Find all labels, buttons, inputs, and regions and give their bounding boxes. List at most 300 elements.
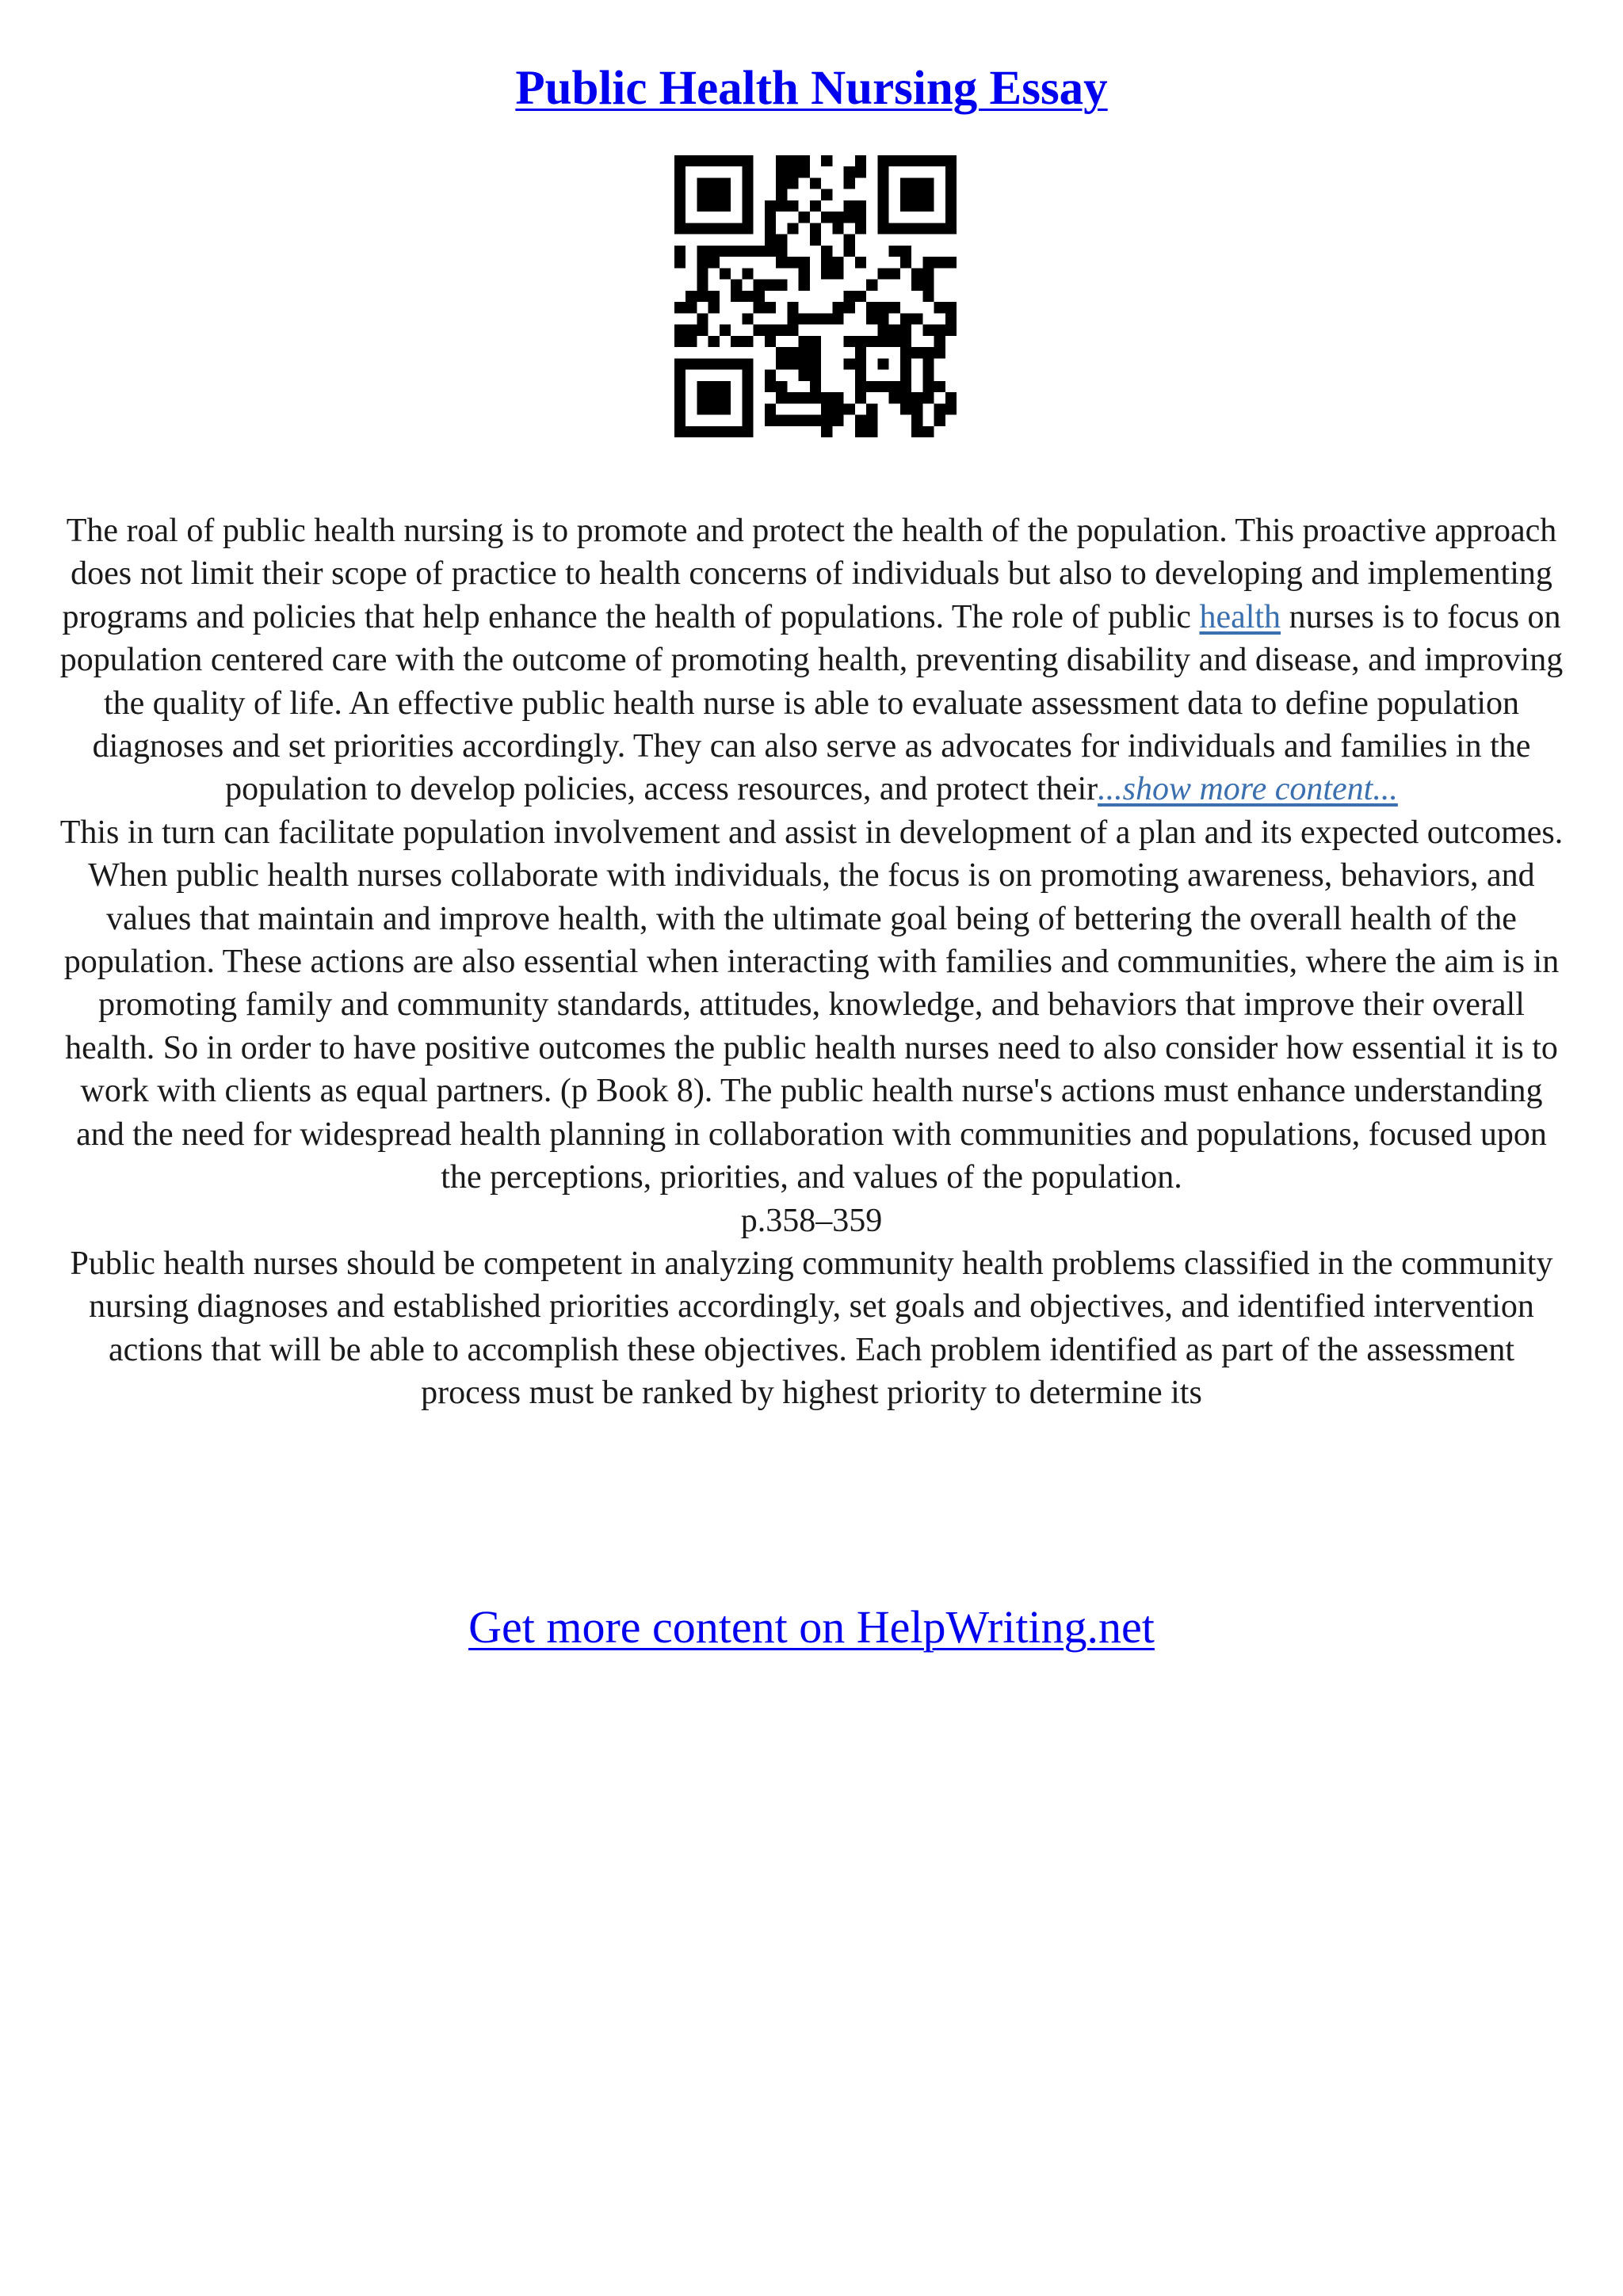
qr-module [945, 223, 957, 234]
qr-module [922, 200, 934, 212]
qr-module [844, 246, 855, 257]
qr-module [877, 268, 888, 279]
qr-module [911, 177, 922, 189]
qr-module [787, 257, 798, 268]
qr-module [720, 246, 731, 257]
qr-module [900, 189, 911, 200]
health-link[interactable]: health [1199, 598, 1281, 635]
qr-module [889, 336, 900, 347]
qr-module [821, 392, 832, 403]
qr-module [900, 155, 911, 166]
qr-module [821, 212, 832, 223]
qr-module [844, 212, 855, 223]
qr-module [742, 392, 753, 403]
qr-module [922, 291, 934, 302]
qr-module [708, 246, 720, 257]
qr-module [821, 268, 832, 279]
qr-module [776, 246, 787, 257]
qr-module [866, 426, 877, 437]
qr-module [708, 336, 720, 347]
qr-module [742, 291, 753, 302]
footer [0, 1596, 1623, 1659]
qr-module [765, 370, 776, 381]
qr-module [877, 358, 888, 369]
qr-module [776, 392, 787, 403]
qr-module [708, 392, 720, 403]
qr-module [674, 358, 685, 369]
qr-module [877, 223, 888, 234]
qr-module [697, 223, 708, 234]
qr-module [877, 155, 888, 166]
qr-module [674, 223, 685, 234]
qr-module [866, 415, 877, 426]
qr-module [877, 212, 888, 223]
qr-module [787, 200, 798, 212]
qr-module [911, 200, 922, 212]
qr-module [742, 223, 753, 234]
qr-module [787, 166, 798, 177]
paragraph-1-text-continued: nurses is to focus on population centered care with the outcome of promoting health, preventing disability and disease, and improving the quality of life. An effective public health nurse is able to evaluate assessment data to define population diagnoses and set priorities accordingly. They can also serve as advocates for individuals and families in the population to develop policies, access resources, and protect their [59, 598, 1564, 808]
qr-module [945, 212, 957, 223]
qr-module [742, 177, 753, 189]
qr-module [754, 325, 765, 336]
qr-module [731, 291, 742, 302]
qr-module [685, 358, 697, 369]
qr-module [945, 177, 957, 189]
qr-module [821, 403, 832, 414]
qr-module [844, 235, 855, 246]
qr-module [697, 426, 708, 437]
qr-module [697, 189, 708, 200]
qr-module [889, 325, 900, 336]
qr-module [731, 223, 742, 234]
qr-module [787, 177, 798, 189]
qr-module [866, 302, 877, 313]
qr-module [922, 257, 934, 268]
qr-module [832, 212, 843, 223]
qr-module [674, 200, 685, 212]
qr-module [787, 415, 798, 426]
qr-module [720, 189, 731, 200]
qr-code-icon [674, 155, 957, 437]
qr-module [720, 177, 731, 189]
qr-module [866, 336, 877, 347]
qr-module [911, 392, 922, 403]
qr-module [776, 200, 787, 212]
qr-module [855, 426, 866, 437]
qr-module [742, 358, 753, 369]
qr-module [900, 381, 911, 392]
qr-module [708, 177, 720, 189]
qr-module [674, 155, 685, 166]
qr-module [776, 235, 787, 246]
qr-module [708, 381, 720, 392]
qr-module [900, 200, 911, 212]
qr-module [685, 336, 697, 347]
qr-module [731, 358, 742, 369]
qr-module [911, 426, 922, 437]
qr-module [832, 302, 843, 313]
qr-module [844, 302, 855, 313]
qr-module [765, 302, 776, 313]
qr-module [855, 155, 866, 166]
page-title [0, 57, 1623, 120]
qr-module [900, 257, 911, 268]
qr-module [697, 200, 708, 212]
qr-module [866, 403, 877, 414]
qr-module [945, 155, 957, 166]
qr-module [754, 280, 765, 291]
paragraph-3: When public health nurses collaborate with individuals, the focus is on promoting awareness, behaviors, and values that maintain and improve health, with the ultimate goal being of bettering the overall health of the population. These actions are also essential when interacting with families and communities, where the aim is in promoting family and community standards, attitudes, knowledge, and behaviors that improve their overall health. So in order to have positive outcomes the public health nurses need to also consider how essential it is to work with clients as equal partners. (p Book 8). The public health nurse's actions must enhance understanding and the need for widespread health planning in collaboration with communities and populations, focused upon the perceptions, priorities, and values of the population. [63, 857, 1560, 1196]
qr-module [855, 200, 866, 212]
qr-module [855, 381, 866, 392]
qr-module [708, 403, 720, 414]
qr-module [832, 415, 843, 426]
qr-module [787, 223, 798, 234]
qr-module [945, 392, 957, 403]
qr-module [922, 426, 934, 437]
qr-module [855, 257, 866, 268]
qr-module [799, 212, 810, 223]
qr-module [799, 313, 810, 324]
qr-module [674, 246, 685, 257]
qr-module [742, 403, 753, 414]
qr-module [866, 313, 877, 324]
qr-module [685, 325, 697, 336]
qr-module [900, 177, 911, 189]
qr-module [855, 336, 866, 347]
qr-module [708, 291, 720, 302]
qr-module [922, 370, 934, 381]
qr-module [922, 155, 934, 166]
qr-module [697, 155, 708, 166]
qr-module [832, 257, 843, 268]
qr-module [810, 358, 821, 369]
qr-module [934, 257, 945, 268]
qr-module [934, 325, 945, 336]
paragraph-1 [55, 509, 1568, 811]
qr-module [889, 268, 900, 279]
qr-module [720, 426, 731, 437]
qr-module [799, 257, 810, 268]
qr-module [911, 415, 922, 426]
qr-module [765, 280, 776, 291]
qr-module [945, 189, 957, 200]
qr-module [832, 268, 843, 279]
qr-module [900, 223, 911, 234]
qr-module [832, 313, 843, 324]
qr-module [877, 336, 888, 347]
show-more-link[interactable]: ...show more content... [1098, 771, 1398, 808]
qr-module [731, 246, 742, 257]
qr-module [708, 358, 720, 369]
qr-module [697, 291, 708, 302]
qr-module [855, 370, 866, 381]
qr-module [945, 200, 957, 212]
qr-module [742, 155, 753, 166]
qr-module [742, 212, 753, 223]
paragraph-2: This in turn can facilitate population involvement and assist in development of a plan and its expected outcomes. [59, 814, 1564, 851]
qr-module [731, 336, 742, 347]
qr-module [685, 155, 697, 166]
qr-module [697, 392, 708, 403]
qr-module [674, 166, 685, 177]
qr-module [889, 392, 900, 403]
qr-module [821, 257, 832, 268]
qr-module [810, 415, 821, 426]
qr-module [922, 223, 934, 234]
qr-module [708, 223, 720, 234]
qr-module [855, 223, 866, 234]
qr-module [787, 302, 798, 313]
qr-module [866, 280, 877, 291]
qr-module [697, 325, 708, 336]
qr-module [674, 370, 685, 381]
qr-module [799, 415, 810, 426]
qr-module [787, 155, 798, 166]
qr-module [799, 155, 810, 166]
qr-module [844, 200, 855, 212]
qr-module [697, 313, 708, 324]
qr-module [900, 358, 911, 369]
qr-module [934, 347, 945, 358]
qr-module [844, 291, 855, 302]
qr-module [810, 392, 821, 403]
qr-module [810, 223, 821, 234]
qr-module [911, 403, 922, 414]
qr-module [787, 325, 798, 336]
qr-module [765, 403, 776, 414]
qr-module [697, 381, 708, 392]
qr-module [799, 280, 810, 291]
qr-module [810, 370, 821, 381]
qr-module [832, 403, 843, 414]
qr-module [765, 212, 776, 223]
qr-module [889, 155, 900, 166]
qr-module [934, 336, 945, 347]
qr-module [911, 189, 922, 200]
qr-module [685, 223, 697, 234]
qr-module [787, 358, 798, 369]
qr-module [697, 246, 708, 257]
qr-module [945, 313, 957, 324]
qr-module [765, 246, 776, 257]
qr-module [877, 381, 888, 392]
qr-module [708, 189, 720, 200]
qr-module [821, 313, 832, 324]
qr-module [844, 403, 855, 414]
qr-module [685, 302, 697, 313]
qr-module [731, 426, 742, 437]
qr-module [742, 246, 753, 257]
qr-module [754, 302, 765, 313]
qr-module [720, 268, 731, 279]
qr-module [945, 166, 957, 177]
qr-module [720, 392, 731, 403]
qr-module [799, 392, 810, 403]
qr-module [810, 347, 821, 358]
qr-module [674, 177, 685, 189]
qr-module [821, 155, 832, 166]
qr-module [922, 381, 934, 392]
qr-module [787, 313, 798, 324]
paragraph-4: Public health nurses should be competent in analyzing community health problems classified in the community nursing diagnoses and established priorities accordingly, set goals and objectives, and identified intervention actions that will be able to accomplish these objectives. Each problem identified as part of the assessment process must be ranked by highest priority to determine its [70, 1245, 1553, 1412]
qr-module [720, 155, 731, 166]
qr-module [742, 189, 753, 200]
qr-module [810, 381, 821, 392]
qr-module [776, 381, 787, 392]
qr-module [911, 155, 922, 166]
qr-module [776, 325, 787, 336]
qr-module [720, 381, 731, 392]
qr-module [674, 381, 685, 392]
qr-module [742, 336, 753, 347]
qr-module [900, 403, 911, 414]
qr-module [844, 358, 855, 369]
qr-module [674, 392, 685, 403]
qr-module [742, 313, 753, 324]
qr-module [810, 336, 821, 347]
qr-module [810, 235, 821, 246]
qr-module [911, 347, 922, 358]
paragraph-1-text: The roal of public health nursing is to promote and protect the health of the population. This proactive approach does not limit their scope of practice to health concerns of individuals but also to developing and implementing programs and policies that help enhance the health of populations. The role of public [62, 513, 1557, 635]
qr-module [877, 200, 888, 212]
qr-module [877, 177, 888, 189]
qr-module [708, 257, 720, 268]
qr-module [765, 200, 776, 212]
qr-module [765, 223, 776, 234]
qr-module [674, 257, 685, 268]
qr-module [922, 268, 934, 279]
qr-module [877, 313, 888, 324]
qr-module [866, 381, 877, 392]
qr-module [742, 166, 753, 177]
qr-module [945, 325, 957, 336]
qr-module [776, 347, 787, 358]
qr-module [945, 302, 957, 313]
qr-module [911, 223, 922, 234]
qr-module [877, 302, 888, 313]
qr-module [900, 370, 911, 381]
qr-module [674, 302, 685, 313]
qr-module [821, 246, 832, 257]
qr-module [821, 426, 832, 437]
qr-module [708, 200, 720, 212]
qr-module [674, 403, 685, 414]
qr-module [889, 246, 900, 257]
qr-module [776, 358, 787, 369]
qr-module [742, 426, 753, 437]
qr-module [720, 200, 731, 212]
page-reference: p.358–359 [740, 1202, 883, 1239]
qr-module [832, 223, 843, 234]
qr-module [799, 336, 810, 347]
qr-module [900, 313, 911, 324]
qr-module [889, 223, 900, 234]
qr-module [855, 347, 866, 358]
qr-module [911, 313, 922, 324]
title-link[interactable]: Public Health Nursing Essay [515, 62, 1108, 115]
qr-module [832, 392, 843, 403]
qr-module [674, 426, 685, 437]
qr-module [922, 189, 934, 200]
qr-module [934, 403, 945, 414]
qr-module [776, 415, 787, 426]
qr-module [776, 280, 787, 291]
qr-module [742, 381, 753, 392]
qr-module [765, 235, 776, 246]
qr-module [754, 246, 765, 257]
qr-module [934, 302, 945, 313]
qr-module [844, 336, 855, 347]
qr-module [708, 155, 720, 166]
qr-module [855, 358, 866, 369]
qr-module [934, 155, 945, 166]
qr-module [787, 347, 798, 358]
qr-module [900, 325, 911, 336]
qr-module [776, 166, 787, 177]
qr-module [934, 381, 945, 392]
qr-module [877, 189, 888, 200]
qr-module [844, 166, 855, 177]
qr-module [742, 200, 753, 212]
qr-module [731, 155, 742, 166]
qr-module [787, 392, 798, 403]
qr-module [922, 392, 934, 403]
qr-module [855, 291, 866, 302]
helpwriting-link[interactable]: Get more content on HelpWriting.net [468, 1601, 1155, 1653]
qr-module [855, 392, 866, 403]
qr-module [922, 358, 934, 369]
qr-module [776, 155, 787, 166]
qr-module [799, 268, 810, 279]
essay-body [55, 509, 1568, 1415]
qr-module [799, 347, 810, 358]
qr-module [720, 403, 731, 414]
qr-module [720, 325, 731, 336]
qr-module [708, 426, 720, 437]
qr-module [697, 177, 708, 189]
qr-module [934, 223, 945, 234]
qr-module [911, 268, 922, 279]
qr-module [922, 177, 934, 189]
qr-module [821, 415, 832, 426]
qr-module [844, 177, 855, 189]
qr-module [720, 358, 731, 369]
qr-module [731, 280, 742, 291]
qr-module [911, 280, 922, 291]
qr-code-graphic [674, 155, 957, 437]
qr-module [922, 347, 934, 358]
qr-module [674, 189, 685, 200]
qr-module [674, 325, 685, 336]
qr-module [810, 177, 821, 189]
qr-module [821, 189, 832, 200]
qr-module [810, 200, 821, 212]
qr-module [742, 268, 753, 279]
qr-module [900, 392, 911, 403]
qr-module [799, 166, 810, 177]
qr-module [855, 212, 866, 223]
qr-module [900, 246, 911, 257]
qr-module [776, 257, 787, 268]
qr-module [765, 415, 776, 426]
qr-module [776, 177, 787, 189]
qr-module [708, 302, 720, 313]
qr-module [765, 381, 776, 392]
qr-module [889, 302, 900, 313]
qr-module [810, 313, 821, 324]
